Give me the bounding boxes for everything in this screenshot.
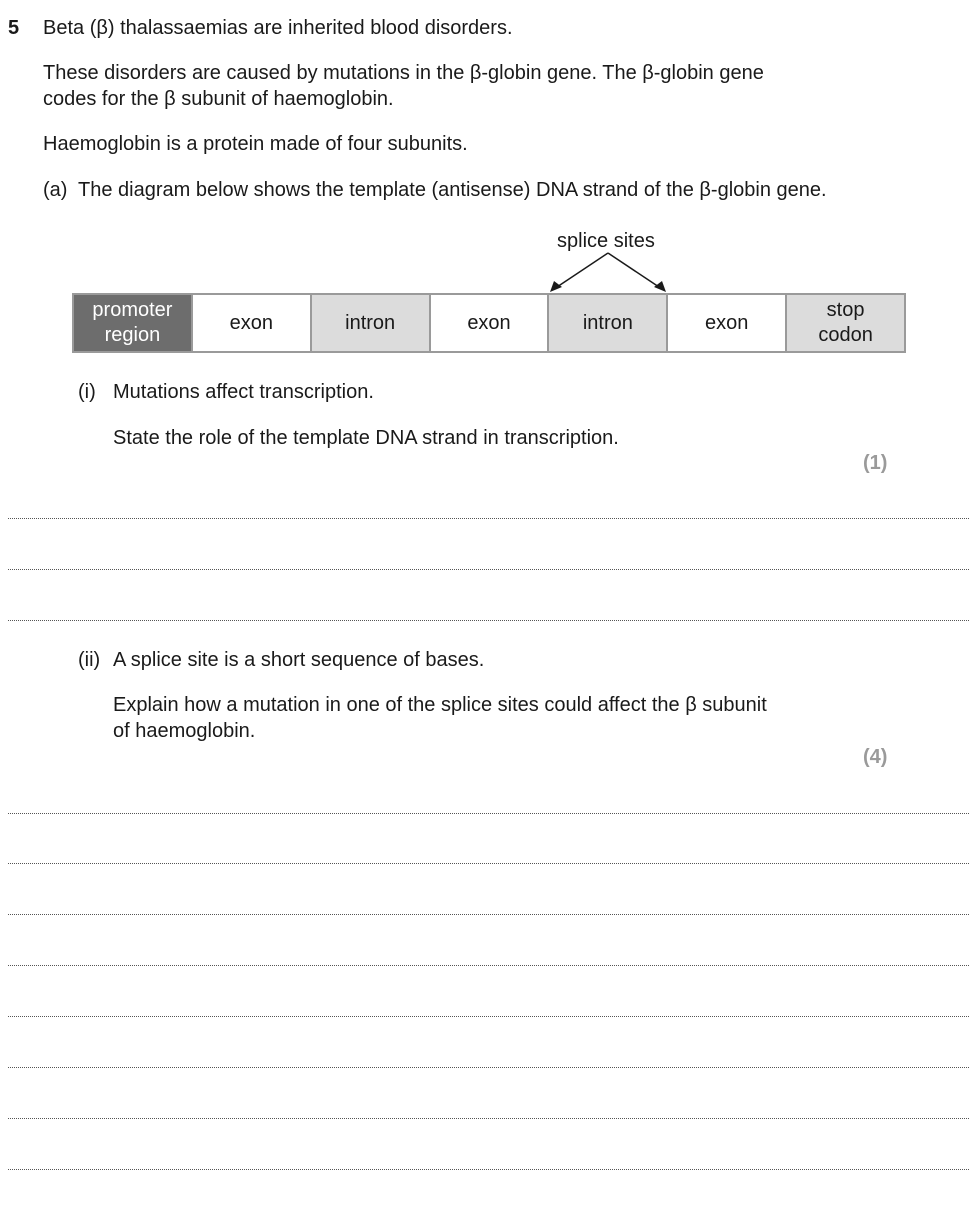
splice-site-arrows	[540, 250, 680, 295]
part-i-question: State the role of the template DNA strand in transcription.	[113, 427, 619, 449]
answer-line[interactable]	[8, 569, 969, 570]
splice-sites-label: splice sites	[557, 230, 655, 252]
answer-line[interactable]	[8, 965, 969, 966]
answer-line[interactable]	[8, 813, 969, 814]
segment-intron-1: intron	[312, 295, 431, 351]
segment-exon-3: exon	[668, 295, 787, 351]
segment-exon-1: exon	[193, 295, 312, 351]
question-number: 5	[8, 17, 20, 39]
part-ii-marks: (4)	[863, 746, 888, 768]
segment-intron-2: intron	[549, 295, 668, 351]
answer-line[interactable]	[8, 620, 969, 621]
part-ii-question-line-2: of haemoglobin.	[113, 720, 256, 742]
segment-stop-codon: stop codon	[787, 295, 904, 351]
part-a-text: The diagram below shows the template (antisense) DNA strand of the β-globin gene.	[78, 179, 827, 201]
answer-line[interactable]	[8, 863, 969, 864]
part-i-statement: Mutations affect transcription.	[113, 381, 374, 403]
answer-line[interactable]	[8, 518, 969, 519]
beta-globin-gene-diagram	[72, 293, 906, 353]
splice-arrow-left	[557, 253, 608, 287]
splice-arrowhead-right	[654, 281, 666, 292]
splice-arrow-right	[608, 253, 659, 287]
answer-line[interactable]	[8, 914, 969, 915]
answer-line[interactable]	[8, 1118, 969, 1119]
segment-exon-2: exon	[431, 295, 550, 351]
question-paragraph-2: Haemoglobin is a protein made of four subunits.	[43, 133, 468, 155]
part-ii-question-line-1: Explain how a mutation in one of the splice sites could affect the β subunit	[113, 694, 767, 716]
answer-line[interactable]	[8, 1169, 969, 1170]
answer-line[interactable]	[8, 1067, 969, 1068]
answer-line[interactable]	[8, 1016, 969, 1017]
part-ii-statement: A splice site is a short sequence of bases.	[113, 649, 485, 671]
part-a-label: (a)	[43, 179, 68, 201]
part-i-marks: (1)	[863, 452, 888, 474]
splice-arrowhead-left	[550, 281, 562, 292]
segment-promoter-region: promoter region	[74, 295, 193, 351]
question-intro: Beta (β) thalassaemias are inherited blood disorders.	[43, 17, 513, 39]
part-ii-label: (ii)	[78, 649, 101, 671]
question-paragraph-1-line-2: codes for the β subunit of haemoglobin.	[43, 88, 394, 110]
question-paragraph-1-line-1: These disorders are caused by mutations in the β-globin gene. The β-globin gene	[43, 62, 764, 84]
part-i-label: (i)	[78, 381, 96, 403]
